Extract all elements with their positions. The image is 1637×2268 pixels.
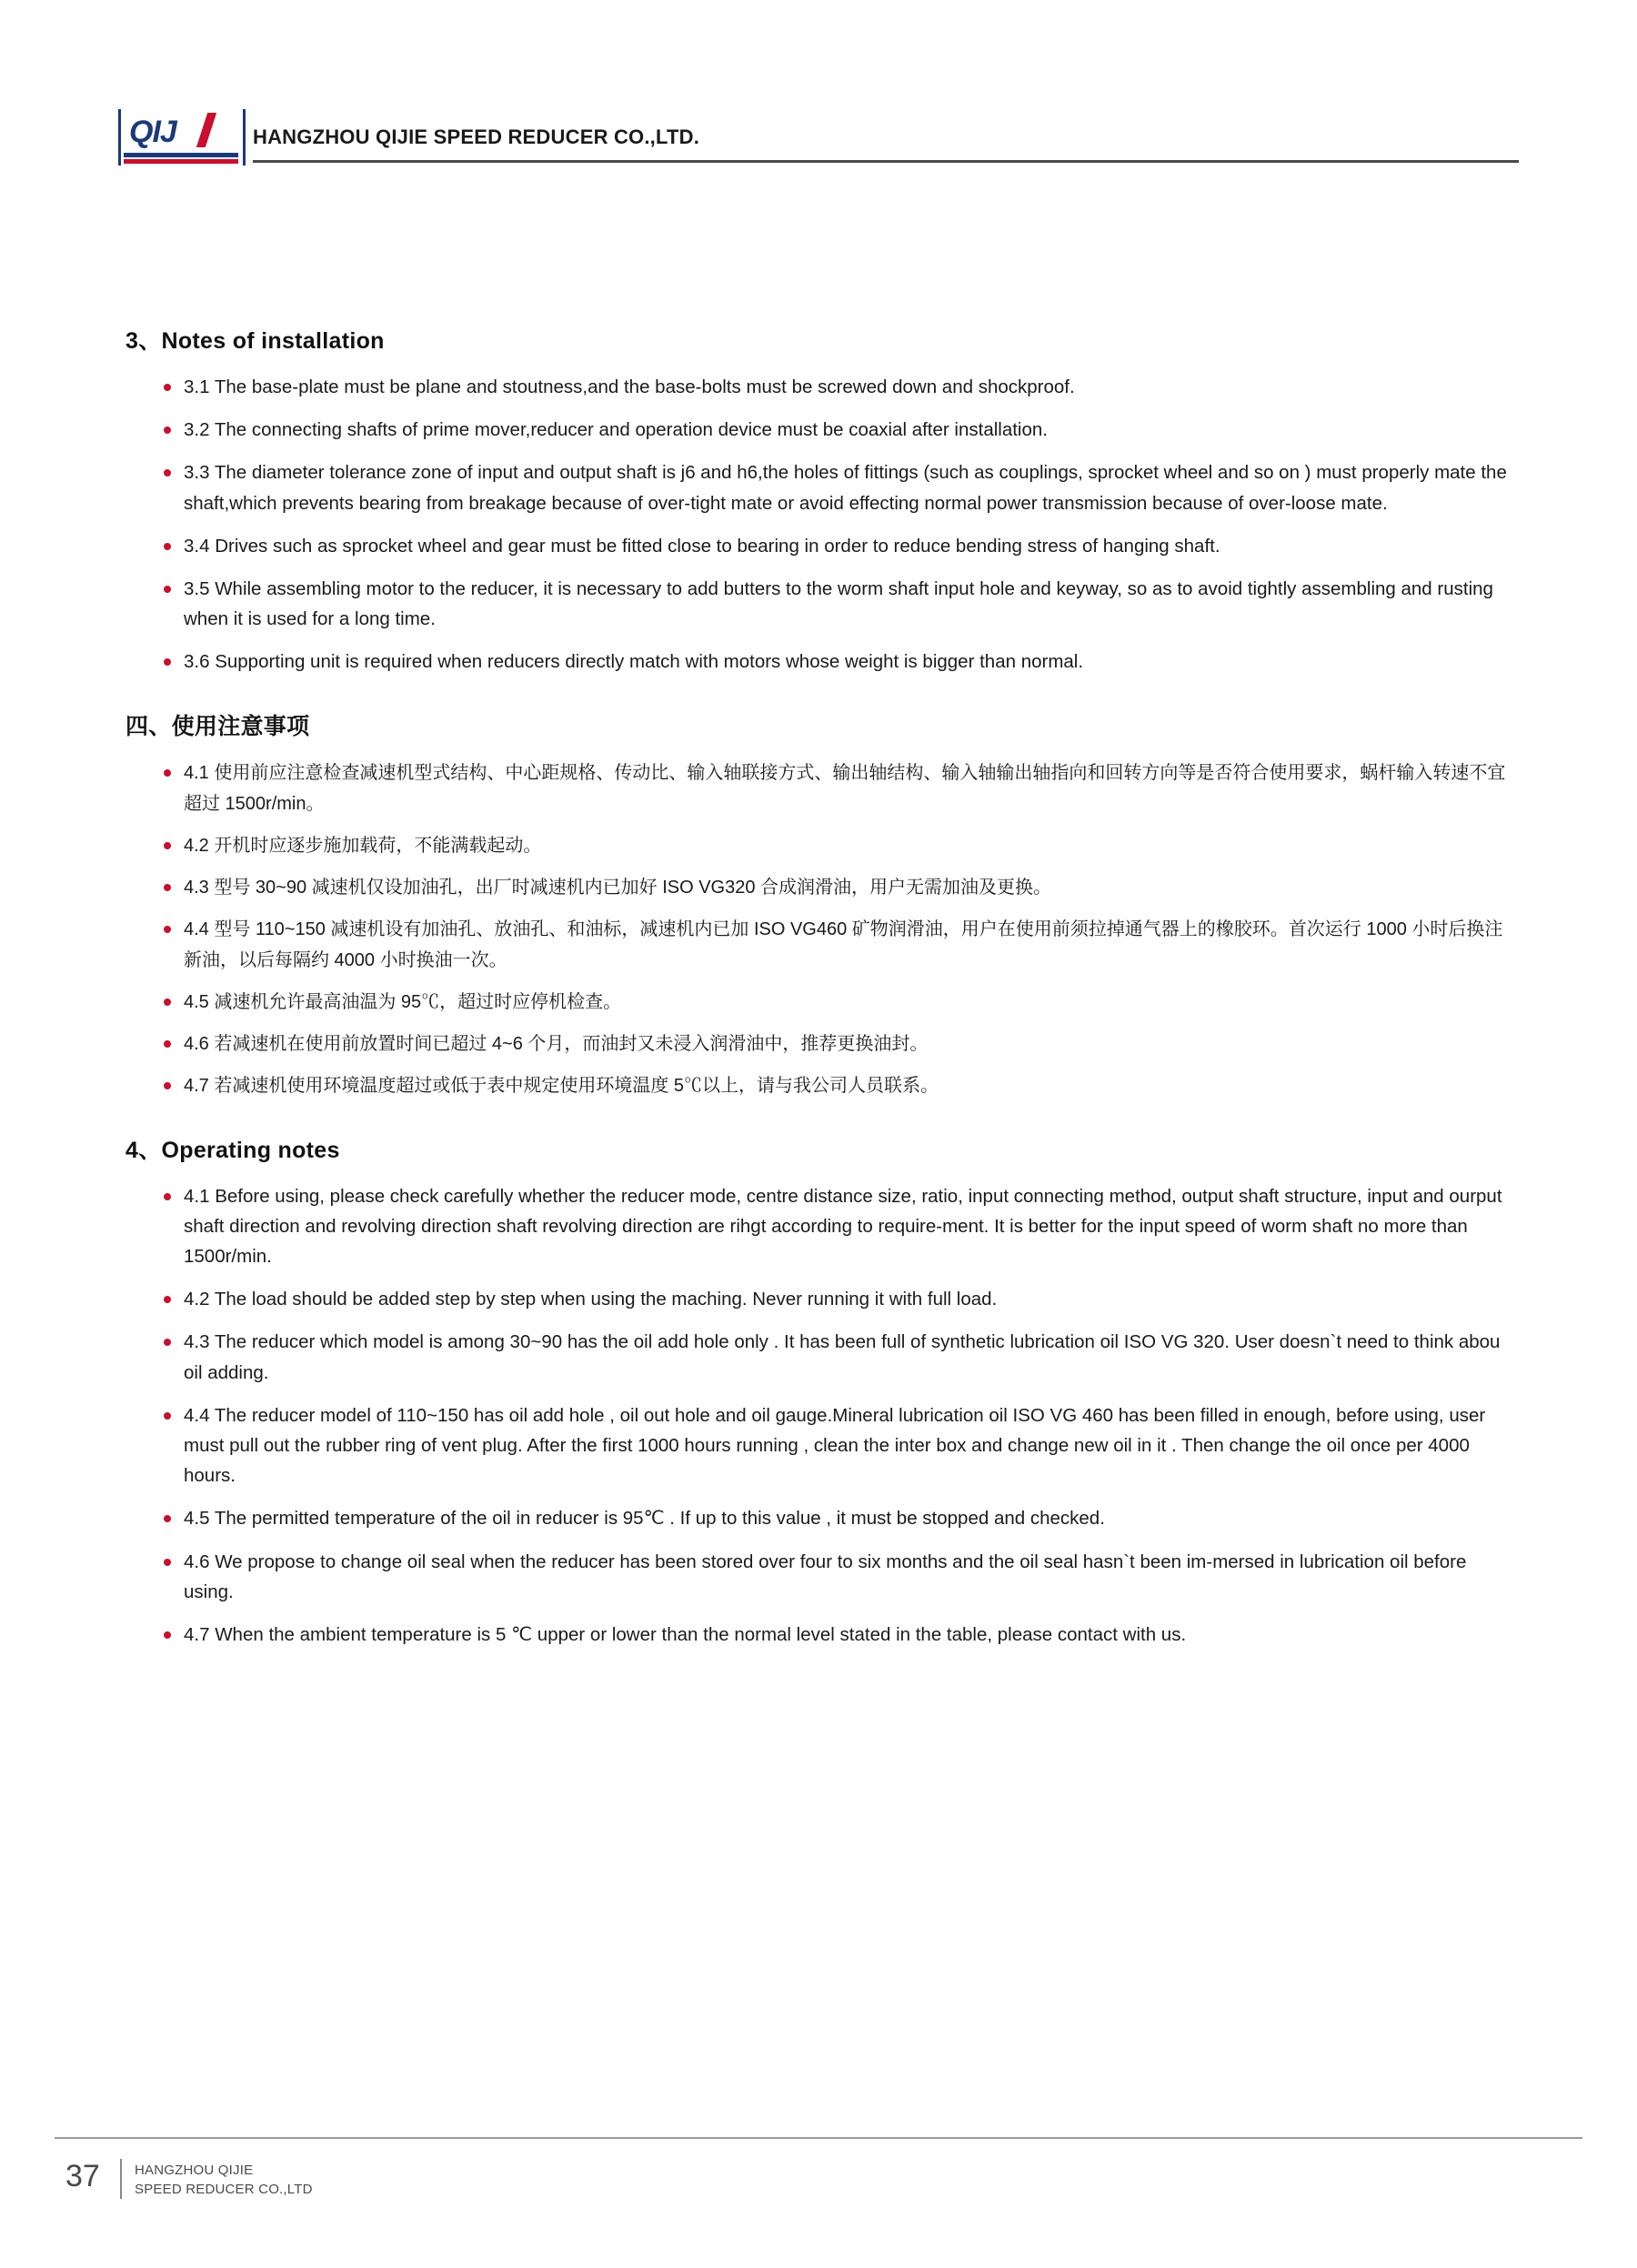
list-item: 4.1 使用前应注意检查减速机型式结构、中心距规格、传动比、输入轴联接方式、输出轴结构、输入轴输出轴指向和回转方向等是否符合使用要求，蜗杆输入转速不宜超过 1500r/min。 — [184, 758, 1519, 819]
company-name: HANGZHOU QIJIE SPEED REDUCER CO.,LTD. — [253, 125, 700, 148]
footer-company-name — [135, 2161, 313, 2200]
list-item: 4.4 The reducer model of 110~150 has oil add hole , oil out hole and oil gauge.Mineral lubrication oil ISO VG 460 has been filled in enough, before using, user must pull out the rubber ring of vent plug. After the first 1000 hours running , clean the inter box and change new oil in it . Then change the oil once per 4000 hours. — [184, 1400, 1519, 1491]
list-item: 3.6 Supporting unit is required when reducers directly match with motors whose weight is bigger than normal. — [184, 647, 1519, 677]
list-item: 4.3 型号 30~90 减速机仅设加油孔，出厂时减速机内已加好 ISO VG320 合成润滑油，用户无需加油及更换。 — [184, 872, 1519, 903]
footer-vertical-rule — [120, 2159, 122, 2199]
bullet-list — [118, 758, 1519, 1101]
list-item: 3.4 Drives such as sprocket wheel and gear must be fitted close to bearing in order to reduce bending stress of hanging shaft. — [184, 531, 1519, 561]
page-footer — [55, 2150, 600, 2213]
list-item: 4.3 The reducer which model is among 30~90 has the oil add hole only . It has been full of synthetic lubrication oil ISO VG 320. User doesn`t need to think abou oil adding. — [184, 1327, 1519, 1387]
header-divider — [253, 160, 1519, 163]
logo-underline-blue — [124, 153, 238, 157]
list-item: 4.1 Before using, please check carefully whether the reducer mode, centre distance size, ratio, input connecting method, output shaft structure, input and ourput shaft direction and revolving direction shaft revolving direction are rihgt according to require-ment. It is better for the input speed of worm shaft no more than 1500r/min. — [184, 1181, 1519, 1272]
footer-line-1: HANGZHOU QIJIE — [135, 2163, 254, 2178]
company-logo — [118, 109, 246, 166]
list-item: 4.5 The permitted temperature of the oil in reducer is 95℃ . If up to this value , it must be stopped and checked. — [184, 1503, 1519, 1533]
section-title: 3、Notes of installation — [126, 328, 385, 354]
list-item: 3.2 The connecting shafts of prime mover,reducer and operation device must be coaxial after installation. — [184, 415, 1519, 445]
list-item: 4.2 The load should be added step by step when using the maching. Never running it with full load. — [184, 1284, 1519, 1314]
list-item: 3.1 The base-plate must be plane and stoutness,and the base-bolts must be screwed down and shockproof. — [184, 372, 1519, 402]
list-item: 4.2 开机时应逐步施加载荷，不能满载起动。 — [184, 830, 1519, 861]
footer-divider-line — [55, 2137, 1582, 2139]
document-body — [118, 323, 1519, 1681]
list-item: 4.6 We propose to change oil seal when the reducer has been stored over four to six months and the oil seal hasn`t been im-mersed in lubrication oil before using. — [184, 1547, 1519, 1607]
footer-line-2: SPEED REDUCER CO.,LTD — [135, 2182, 313, 2198]
section-notes-of-installation — [118, 323, 1519, 677]
logo-underline-red — [124, 159, 238, 164]
list-item: 4.5 减速机允许最高油温为 95℃，超过时应停机检查。 — [184, 987, 1519, 1018]
list-item: 4.7 若减速机使用环境温度超过或低于表中规定使用环境温度 5℃以上，请与我公司人员联系。 — [184, 1070, 1519, 1101]
section-usage-notes-cn — [118, 708, 1519, 1101]
page-number: 37 — [65, 2159, 100, 2193]
list-item: 3.3 The diameter tolerance zone of input and output shaft is j6 and h6,the holes of fittings (such as couplings, sprocket wheel and so on ) must properly mate the shaft,which prevents bearing from breakage because of over-tight mate or avoid effecting normal power transmission because of over-loose mate. — [184, 457, 1519, 517]
bullet-list — [118, 372, 1519, 677]
list-item: 4.4 型号 110~150 减速机设有加油孔、放油孔、和油标，减速机内已加 ISO VG460 矿物润滑油，用户在使用前须拉掉通气器上的橡胶环。首次运行 1000 小时后换注新油，以后每隔约 4000 小时换油一次。 — [184, 914, 1519, 976]
section-operating-notes — [118, 1132, 1519, 1651]
logo-text: QIJ — [129, 115, 176, 149]
list-item: 4.7 When the ambient temperature is 5 ℃ upper or lower than the normal level stated in the table, please contact with us. — [184, 1620, 1519, 1650]
bullet-list — [118, 1181, 1519, 1651]
section-title: 四、使用注意事项 — [126, 713, 310, 739]
list-item: 3.5 While assembling motor to the reducer, it is necessary to add butters to the worm shaft input hole and keyway, so as to avoid tightly assembling and rusting when it is used for a long time. — [184, 574, 1519, 634]
page-header — [118, 107, 1519, 175]
section-title: 4、Operating notes — [126, 1137, 340, 1163]
list-item: 4.6 若减速机在使用前放置时间已超过 4~6 个月，而油封又未浸入润滑油中，推荐更换油封。 — [184, 1029, 1519, 1059]
